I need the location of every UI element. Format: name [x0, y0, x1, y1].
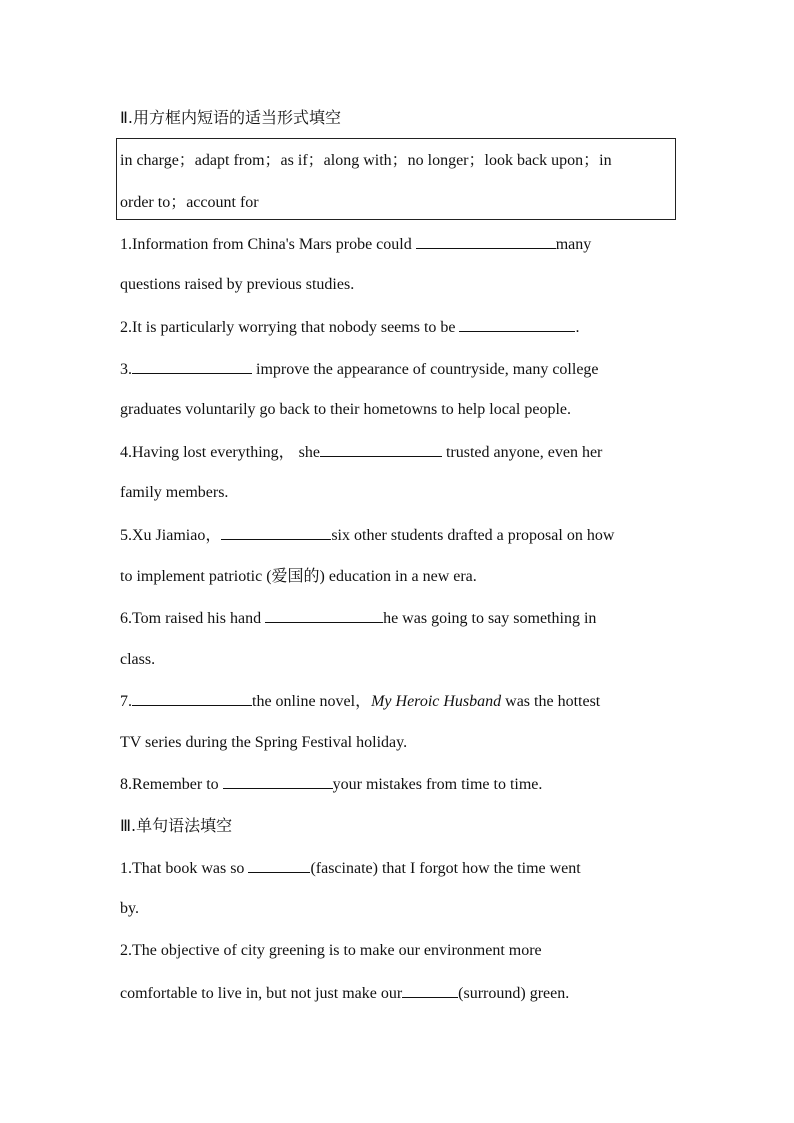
s1-text-b: (fascinate) that I forgot how the time went [310, 860, 581, 877]
question-4-line-2: family members. [120, 484, 229, 501]
q1-blank[interactable] [416, 234, 556, 249]
question-6-line-1 [120, 608, 673, 629]
q2-text-b: . [575, 319, 580, 336]
q3-text-b: improve the appearance of countryside, many college [252, 361, 599, 378]
q4-blank[interactable] [320, 442, 442, 457]
phrase-box-line-1: in charge；adapt from；as if；along with；no longer；look back upon；in [120, 152, 612, 169]
q3-blank[interactable] [132, 359, 252, 374]
q5-text-a: 5.Xu Jiamiao， [120, 527, 222, 544]
question-5-line-1 [120, 525, 673, 546]
q7-blank[interactable] [132, 691, 252, 706]
s2-text-a: comfortable to live in, but not just make our [120, 985, 403, 1002]
grammar-1-line-1 [120, 858, 673, 879]
q1-text-a: 1.Information from China's Mars probe could [120, 236, 412, 253]
grammar-2-line-2 [120, 983, 673, 1004]
question-5-line-2: to implement patriotic (爱国的) education in a new era. [120, 568, 477, 585]
q7-text-b: the online novel， [252, 693, 372, 710]
question-7-line-1 [120, 691, 673, 712]
q1-text-b: many [555, 236, 592, 253]
s2-blank[interactable] [402, 983, 458, 998]
q7-novel-title: My Heroic Husband [371, 693, 502, 710]
s2-text-b: (surround) green. [458, 985, 570, 1002]
section-2-heading: Ⅱ.用方框内短语的适当形式填空 [120, 108, 341, 127]
question-3-line-1 [120, 359, 673, 380]
question-2 [120, 317, 673, 338]
q6-text-b: he was going to say something in [383, 610, 597, 627]
q7-text-c: was the hottest [501, 693, 601, 710]
phrase-box [116, 138, 676, 220]
question-1-line-2: questions raised by previous studies. [120, 276, 355, 293]
q8-text-a: 8.Remember to [120, 776, 219, 793]
q5-blank[interactable] [221, 525, 331, 540]
question-8 [120, 774, 673, 795]
question-1-line-1 [120, 234, 673, 255]
s1-text-a: 1.That book was so [120, 860, 245, 877]
grammar-1-line-2: by. [120, 900, 139, 917]
q2-text-a: 2.It is particularly worrying that nobody seems to be [120, 319, 456, 336]
q4-text-b: trusted anyone, even her [441, 444, 603, 461]
q8-text-b: your mistakes from time to time. [332, 776, 543, 793]
question-3-line-2: graduates voluntarily go back to their hometowns to help local people. [120, 401, 571, 418]
q4-text-a: 4.Having lost everything， she [120, 444, 320, 461]
q8-blank[interactable] [223, 774, 333, 789]
q3-text-a: 3. [120, 361, 132, 378]
question-6-line-2: class. [120, 651, 156, 668]
question-7-line-2: TV series during the Spring Festival holiday. [120, 734, 408, 751]
question-4-line-1 [120, 442, 673, 463]
q5-text-b: six other students drafted a proposal on how [331, 527, 615, 544]
q7-text-a: 7. [120, 693, 132, 710]
section-3-heading: Ⅲ.单句语法填空 [120, 816, 233, 835]
s1-blank[interactable] [248, 858, 310, 873]
grammar-2-line-1: 2.The objective of city greening is to make our environment more [120, 942, 542, 959]
q2-blank[interactable] [459, 317, 575, 332]
q6-text-a: 6.Tom raised his hand [120, 610, 262, 627]
q6-blank[interactable] [265, 608, 383, 623]
phrase-box-line-2: order to；account for [120, 194, 259, 211]
